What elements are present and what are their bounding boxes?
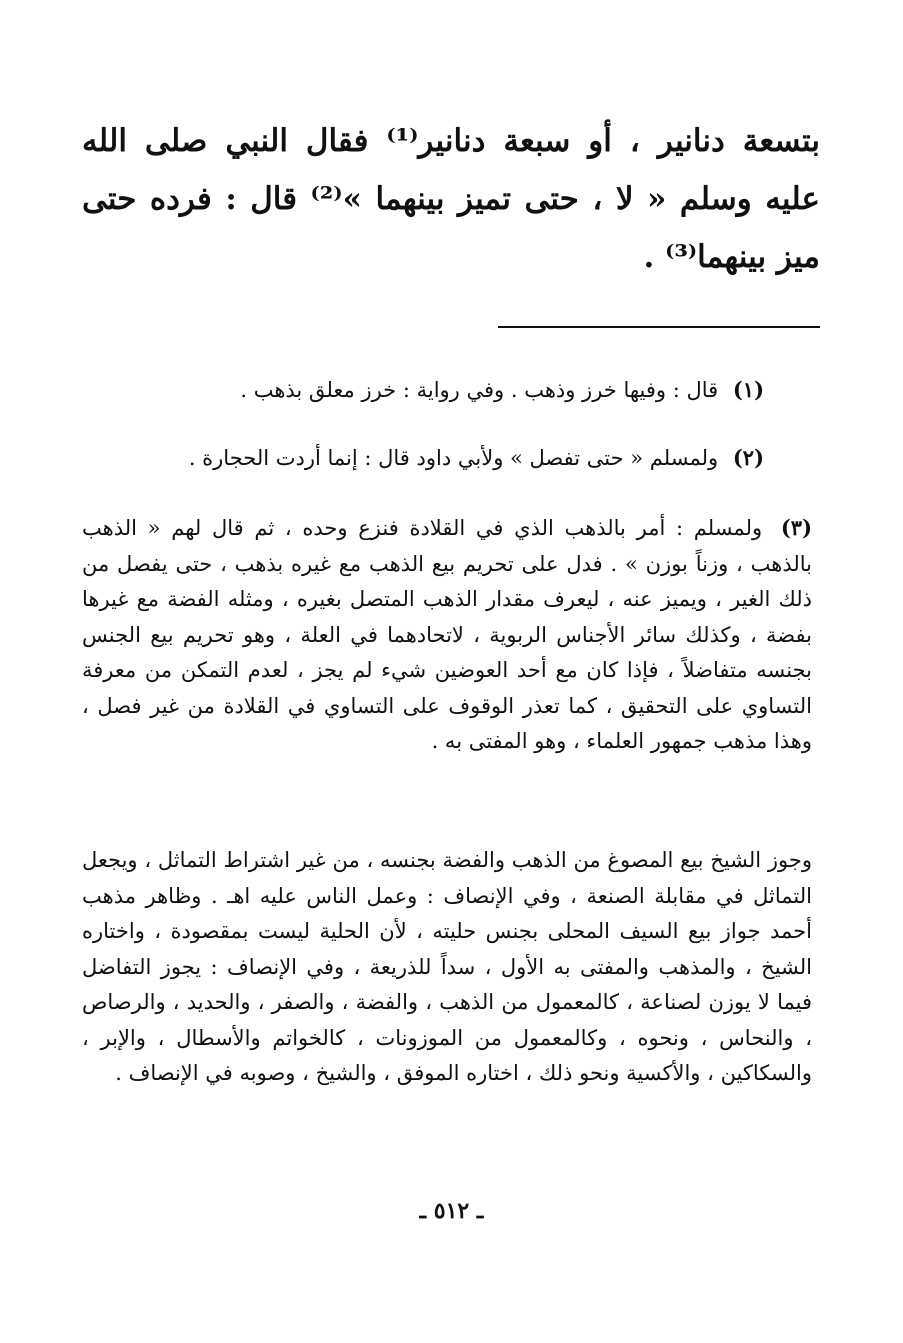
footnote-separator xyxy=(498,326,820,328)
footnote-3 xyxy=(82,510,812,760)
footnote-text: قال : وفيها خرز وذهب . وفي رواية : خرز معلق بذهب . xyxy=(240,378,719,402)
footnote-text: ولمسلم « حتى تفصل » ولأبي داود قال : إنما أردت الحجارة . xyxy=(188,446,719,470)
footnote-1 xyxy=(82,373,764,407)
footnote-2 xyxy=(82,441,764,475)
footnote-number: (٢) xyxy=(732,445,764,470)
commentary-paragraph: وجوز الشيخ بيع المصوغ من الذهب والفضة بجنسه ، من غير اشتراط التماثل ، ويجعل التماثل في مقابلة الصنعة ، وفي الإنصاف : وعمل الناس عليه اهـ . وظاهر مذهب أحمد جواز بيع السيف المحلى بجنس حليته ، لأن الحلية ليست بمقصودة ، واختاره الشيخ ، والمذهب والمفتى به الأول ، سداً للذريعة ، وفي الإنصاف : يجوز التفاضل فيما لا يوزن لصناعة ، كالمعمول من الذهب ، والفضة ، والصفر ، والحديد ، والرصاص ، والنحاس ، ونحوه ، وكالمعمول من الموزونات ، كالخواتم والأسطال ، والإبر ، والسكاكين ، والأكسية ونحو ذلك ، اختاره الموفق ، والشيخ ، وصوبه في الإنصاف . xyxy=(82,848,812,1085)
main-paragraph: بتسعة دنانير ، أو سبعة دنانير⁽¹⁾ فقال النبي صلى الله عليه وسلم « لا ، حتى تميز بينهما »⁽²⁾ قال : فرده حتى ميز بينهما⁽³⁾ . xyxy=(82,123,820,275)
page-number: ـ ٥١٢ ـ xyxy=(419,1198,484,1224)
main-text-block xyxy=(82,112,820,286)
commentary-block xyxy=(82,843,812,1092)
footnote-number: (٣) xyxy=(780,515,812,540)
footnote-text: ولمسلم : أمر بالذهب الذي في القلادة فنزع وحده ، ثم قال لهم « الذهب بالذهب ، وزناً بوزن » . فدل على تحريم بيع الذهب مع غيره بذهب ، حتى يفصل من ذلك الغير ، ويميز عنه ، ليعرف مقدار الذهب المتصل بغيره ، ومثله الفضة مع غيرها بفضة ، وكذلك سائر الأجناس الربوية ، لاتحادهما في العلة ، وهو تحريم بيع الجنس بجنسه متفاضلاً ، فإذا كان مع أحد العوضين شيء لم يجز ، لعدم التمكن من معرفة التساوي على التحقيق ، كما تعذر الوقوف على التساوي في القلادة من غير فصل ، وهذا مذهب جمهور العلماء ، وهو المفتى به . xyxy=(82,516,812,753)
footnote-number: (١) xyxy=(732,377,764,402)
